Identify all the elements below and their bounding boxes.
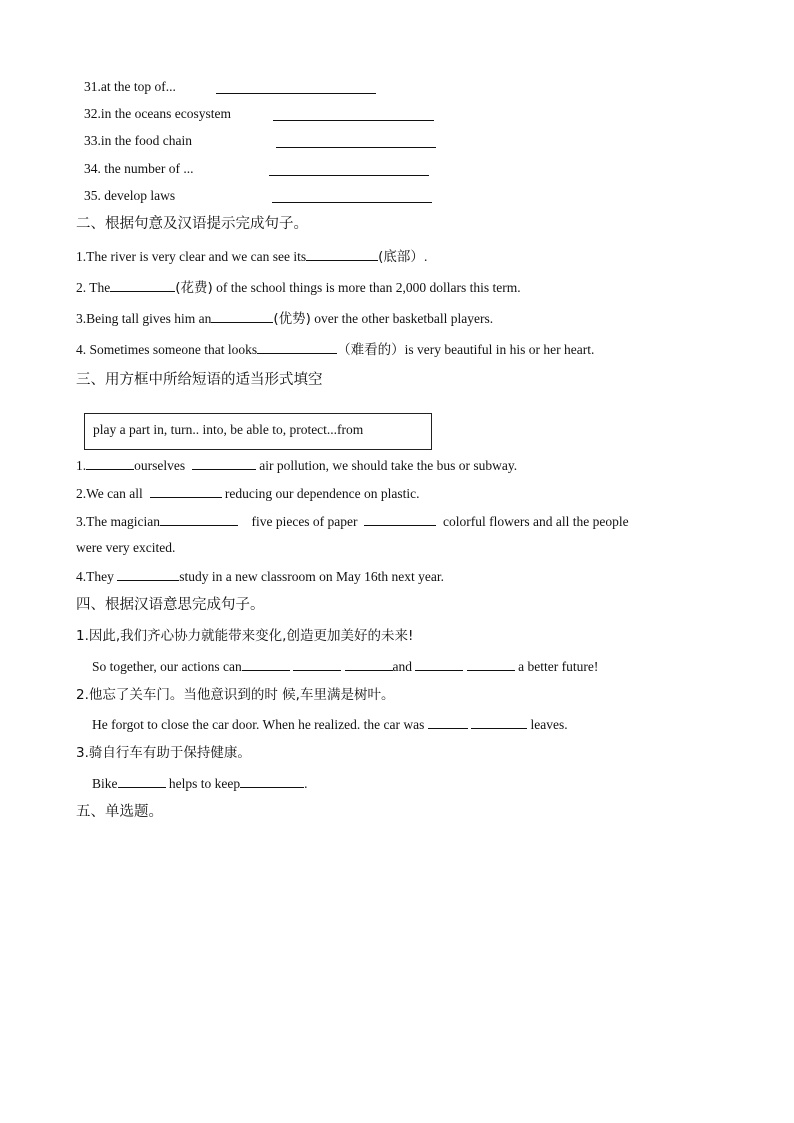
sentence-3-4 bbox=[76, 568, 444, 585]
sentence-3-1 bbox=[76, 457, 517, 474]
english-sentence-3 bbox=[92, 775, 307, 792]
answer-blank[interactable] bbox=[306, 248, 378, 261]
answer-blank[interactable] bbox=[86, 457, 134, 470]
phrase-34 bbox=[84, 161, 193, 177]
section-heading-4: 四、根据汉语意思完成句子。 bbox=[76, 597, 265, 613]
answer-blank[interactable] bbox=[276, 135, 436, 148]
sentence-text: 4.They bbox=[76, 569, 114, 584]
answer-blank[interactable] bbox=[273, 108, 434, 121]
sentence-text: five pieces of paper bbox=[251, 514, 358, 529]
phrase-number: 32. bbox=[84, 106, 101, 121]
phrase-text: in the food chain bbox=[100, 133, 192, 148]
sentence-text: 2.We can all bbox=[76, 486, 143, 501]
sentence-3-3-cont: were very excited. bbox=[76, 540, 176, 555]
phrase-number: 33. bbox=[84, 133, 101, 148]
sentence-text: air pollution, we should take the bus or subway. bbox=[259, 458, 518, 473]
answer-blank[interactable] bbox=[192, 457, 256, 470]
section-heading-3: 三、用方框中所给短语的适当形式填空 bbox=[76, 372, 323, 388]
answer-blank[interactable] bbox=[269, 163, 429, 176]
sentence-text: reducing our dependence on plastic. bbox=[224, 486, 420, 501]
phrase-32 bbox=[84, 106, 231, 122]
sentence-text: over the other basketball players. bbox=[310, 311, 494, 326]
answer-blank[interactable] bbox=[345, 658, 393, 671]
sentence-text: 3.Being tall gives him an bbox=[76, 311, 212, 326]
answer-blank[interactable] bbox=[150, 485, 222, 498]
sentence-text: 1.The river is very clear and we can see its bbox=[76, 249, 307, 264]
sentence-text: leaves. bbox=[530, 717, 568, 732]
english-sentence-2 bbox=[92, 716, 568, 733]
phrase-text: in the oceans ecosystem bbox=[100, 106, 231, 121]
answer-blank[interactable] bbox=[272, 190, 432, 203]
sentence-text: 4. Sometimes someone that looks bbox=[76, 342, 258, 357]
answer-blank[interactable] bbox=[471, 716, 527, 729]
answer-blank[interactable] bbox=[240, 775, 304, 788]
sentence-text: Bike bbox=[92, 776, 118, 791]
chinese-sentence-1: 1.因此,我们齐心协力就能带来变化,创造更加美好的未来! bbox=[76, 628, 414, 644]
sentence-text: of the school things is more than 2,000 dollars this term. bbox=[212, 280, 521, 295]
english-sentence-1 bbox=[92, 658, 598, 675]
sentence-3-3 bbox=[76, 513, 629, 530]
sentence-text: 1. bbox=[76, 458, 87, 473]
answer-blank[interactable] bbox=[216, 81, 376, 94]
phrase-35 bbox=[84, 188, 175, 204]
sentence-text: . bbox=[304, 776, 308, 791]
answer-blank[interactable] bbox=[110, 279, 175, 292]
phrase-box-text: play a part in, turn.. into, be able to, protect...from bbox=[93, 422, 364, 437]
sentence-text: 3.The magician bbox=[76, 514, 160, 529]
answer-blank[interactable] bbox=[160, 513, 238, 526]
sentence-text: 2. The bbox=[76, 280, 111, 295]
answer-blank[interactable] bbox=[117, 568, 179, 581]
answer-blank[interactable] bbox=[293, 658, 341, 671]
answer-blank[interactable] bbox=[257, 341, 337, 354]
answer-blank[interactable] bbox=[118, 775, 166, 788]
sentence-text: So together, our actions can bbox=[92, 659, 242, 674]
chinese-hint: (花费) bbox=[175, 280, 213, 296]
phrase-text: the number of ... bbox=[100, 161, 194, 176]
sentence-2-4 bbox=[76, 341, 594, 358]
answer-blank[interactable] bbox=[467, 658, 515, 671]
sentence-text: is very beautiful in his or her heart. bbox=[404, 342, 595, 357]
answer-blank[interactable] bbox=[242, 658, 290, 671]
chinese-sentence-3: 3.骑自行车有助于保持健康。 bbox=[76, 745, 251, 761]
sentence-2-3 bbox=[76, 310, 493, 327]
phrase-number: 35. bbox=[84, 188, 101, 203]
chinese-hint: (底部） bbox=[378, 249, 424, 265]
answer-blank[interactable] bbox=[364, 513, 436, 526]
answer-blank[interactable] bbox=[415, 658, 463, 671]
sentence-2-1 bbox=[76, 248, 427, 265]
phrase-box bbox=[84, 413, 432, 450]
phrase-33 bbox=[84, 133, 192, 149]
phrase-text: develop laws bbox=[100, 188, 176, 203]
sentence-text: and bbox=[392, 659, 413, 674]
chinese-hint: (优势) bbox=[273, 311, 311, 327]
chinese-hint: （难看的） bbox=[337, 342, 405, 358]
answer-blank[interactable] bbox=[428, 716, 468, 729]
sentence-text: ourselves bbox=[134, 458, 186, 473]
section-heading-2: 二、根据句意及汉语提示完成句子。 bbox=[76, 216, 308, 232]
sentence-text: a better future! bbox=[518, 659, 599, 674]
phrase-text: at the top of... bbox=[100, 79, 176, 94]
section-heading-5: 五、单选题。 bbox=[76, 804, 163, 820]
sentence-text: . bbox=[423, 249, 428, 264]
answer-blank[interactable] bbox=[211, 310, 273, 323]
sentence-text: study in a new classroom on May 16th next year. bbox=[179, 569, 444, 584]
sentence-text: helps to keep bbox=[168, 776, 241, 791]
sentence-2-2 bbox=[76, 279, 521, 296]
phrase-number: 34. bbox=[84, 161, 101, 176]
sentence-3-2 bbox=[76, 485, 419, 502]
sentence-text: colorful flowers and all the people bbox=[443, 514, 629, 529]
phrase-31 bbox=[84, 79, 176, 95]
phrase-number: 31. bbox=[84, 79, 101, 94]
sentence-text: He forgot to close the car door. When he realized. the car was bbox=[92, 717, 425, 732]
chinese-sentence-2: 2.他忘了关车门。当他意识到的时 候,车里满是树叶。 bbox=[76, 687, 395, 703]
